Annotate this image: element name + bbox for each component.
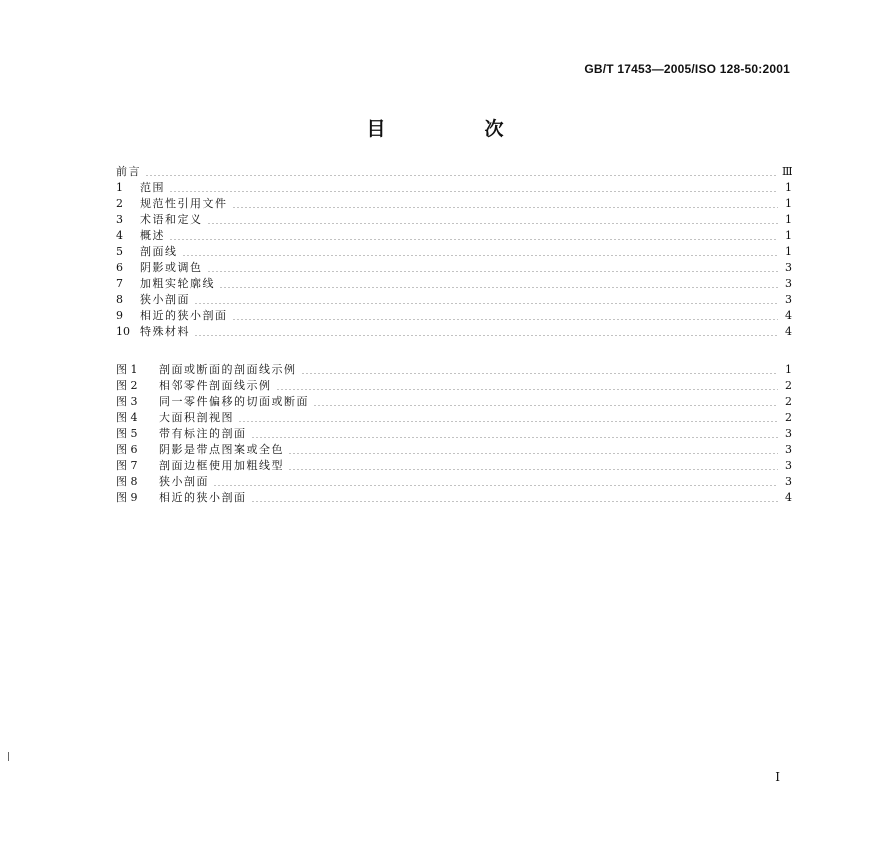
entry-page: 3 [785, 277, 792, 290]
toc-figure-entry[interactable] [116, 458, 792, 474]
toc-figure-entry[interactable] [116, 362, 792, 378]
entry-page: 4 [785, 491, 792, 504]
entry-title: 阴影或调色 [140, 261, 203, 274]
table-of-contents [116, 164, 792, 506]
dot-leader [276, 389, 779, 390]
entry-page: 3 [785, 475, 792, 488]
toc-section-entry[interactable] [116, 180, 792, 196]
dot-leader [194, 335, 778, 336]
entry-page: 2 [785, 411, 792, 424]
toc-figure-entry[interactable] [116, 410, 792, 426]
entry-number: 图 6 [116, 443, 138, 456]
dot-leader [232, 319, 779, 320]
entry-page: 1 [785, 245, 792, 258]
standard-code: GB/T 17453—2005/ISO 128-50:2001 [584, 62, 790, 76]
toc-figure-entry[interactable] [116, 474, 792, 490]
entry-page: 3 [785, 443, 792, 456]
dot-leader [301, 373, 779, 374]
dot-leader [288, 469, 778, 470]
toc-figure-entry[interactable] [116, 490, 792, 506]
entry-page: 1 [785, 197, 792, 210]
entry-number: 4 [116, 229, 123, 242]
entry-title: 狭小剖面 [159, 475, 209, 488]
page-title: 目 次 [366, 118, 544, 140]
toc-section-entry[interactable] [116, 212, 792, 228]
entry-number: 图 1 [116, 363, 138, 376]
dot-leader [238, 421, 778, 422]
entry-title: 狭小剖面 [140, 293, 190, 306]
dot-leader [219, 287, 778, 288]
entry-number: 图 2 [116, 379, 138, 392]
figure-list [116, 362, 792, 506]
entry-title: 概述 [140, 229, 165, 242]
entry-number: 8 [116, 293, 123, 306]
entry-title: 相邻零件剖面线示例 [159, 379, 272, 392]
entry-title: 范围 [140, 181, 165, 194]
entry-number: 图 8 [116, 475, 138, 488]
dot-leader [182, 255, 779, 256]
entry-title: 前言 [116, 165, 141, 178]
entry-page: 1 [785, 213, 792, 226]
entry-page: 3 [785, 293, 792, 306]
entry-title: 术语和定义 [140, 213, 203, 226]
entry-page: Ⅲ [782, 165, 793, 178]
entry-page: 3 [785, 427, 792, 440]
entry-title: 阴影是带点图案或全色 [159, 443, 284, 456]
entry-page: 3 [785, 459, 792, 472]
toc-section-entry[interactable] [116, 292, 792, 308]
entry-page: 3 [785, 261, 792, 274]
toc-section-entry[interactable] [116, 244, 792, 260]
dot-leader [213, 485, 778, 486]
entry-page: 2 [785, 395, 792, 408]
dot-leader [169, 191, 778, 192]
entry-number: 1 [116, 181, 123, 194]
entry-number: 5 [116, 245, 123, 258]
toc-figure-entry[interactable] [116, 426, 792, 442]
entry-number: 3 [116, 213, 123, 226]
entry-title: 相近的狭小剖面 [159, 491, 247, 504]
toc-section-entry[interactable] [116, 196, 792, 212]
entry-title: 剖面线 [140, 245, 178, 258]
list-gap [116, 340, 792, 362]
toc-section-entry[interactable] [116, 164, 792, 180]
entry-number: 6 [116, 261, 123, 274]
entry-number: 图 3 [116, 395, 138, 408]
entry-number: 图 5 [116, 427, 138, 440]
entry-number: 9 [116, 309, 123, 322]
entry-number: 7 [116, 277, 123, 290]
dot-leader [251, 501, 779, 502]
toc-section-entry[interactable] [116, 276, 792, 292]
entry-title: 加粗实轮廓线 [140, 277, 215, 290]
entry-title: 同一零件偏移的切面或断面 [159, 395, 309, 408]
entry-title: 带有标注的剖面 [159, 427, 247, 440]
entry-page: 2 [785, 379, 792, 392]
dot-leader [232, 207, 779, 208]
entry-page: 1 [785, 363, 792, 376]
dot-leader [207, 223, 779, 224]
entry-number: 图 4 [116, 411, 138, 424]
page-number: I [775, 770, 780, 784]
entry-title: 规范性引用文件 [140, 197, 228, 210]
entry-number: 图 7 [116, 459, 138, 472]
dot-leader [194, 303, 778, 304]
entry-title: 剖面边框使用加粗线型 [159, 459, 284, 472]
toc-figure-entry[interactable] [116, 378, 792, 394]
margin-mark [8, 752, 9, 761]
entry-number: 2 [116, 197, 123, 210]
entry-number: 10 [116, 325, 130, 338]
toc-section-entry[interactable] [116, 324, 792, 340]
dot-leader [169, 239, 778, 240]
toc-figure-entry[interactable] [116, 394, 792, 410]
entry-number: 图 9 [116, 491, 138, 504]
toc-section-entry[interactable] [116, 308, 792, 324]
entry-title: 特殊材料 [140, 325, 190, 338]
dot-leader [207, 271, 779, 272]
entry-page: 4 [785, 309, 792, 322]
entry-page: 4 [785, 325, 792, 338]
entry-title: 相近的狭小剖面 [140, 309, 228, 322]
toc-figure-entry[interactable] [116, 442, 792, 458]
section-list [116, 164, 792, 340]
entry-title: 大面积剖视图 [159, 411, 234, 424]
toc-section-entry[interactable] [116, 228, 792, 244]
dot-leader [251, 437, 779, 438]
entry-title: 剖面或断面的剖面线示例 [159, 363, 297, 376]
dot-leader [313, 405, 778, 406]
entry-page: 1 [785, 181, 792, 194]
dot-leader [145, 175, 778, 176]
toc-section-entry[interactable] [116, 260, 792, 276]
entry-page: 1 [785, 229, 792, 242]
dot-leader [288, 453, 778, 454]
